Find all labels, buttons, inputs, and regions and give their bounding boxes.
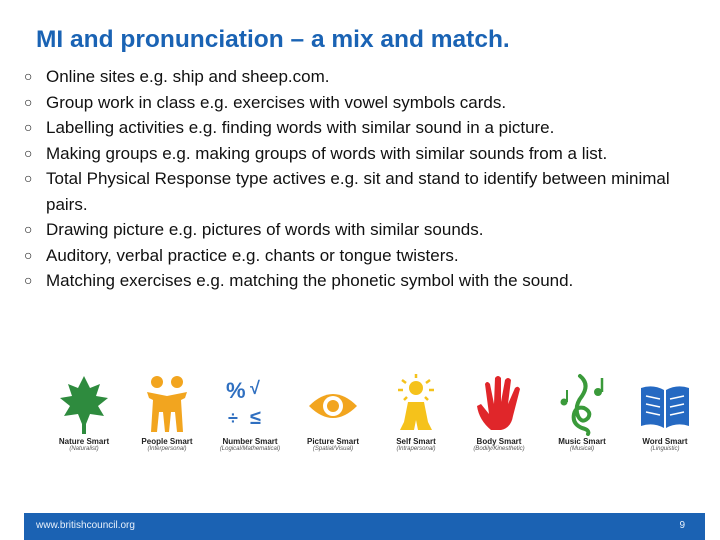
people-icon [139, 372, 195, 436]
bullet-marker: ○ [24, 68, 33, 84]
bullet-marker: ○ [24, 93, 33, 110]
footer-url[interactable]: www.britishcouncil.org [36, 520, 135, 531]
word-smart-item [623, 372, 707, 462]
picture-smart-item [291, 372, 375, 462]
intelligence-type: (Logical/Mathematical) [219, 446, 281, 452]
sun-person-icon [388, 372, 444, 436]
intelligence-name: Body Smart [476, 437, 522, 446]
numbers-icon [222, 372, 278, 436]
intelligence-type: (Spatial/Visual) [312, 446, 354, 452]
intelligence-name: Music Smart [558, 437, 606, 446]
number-smart-item [208, 372, 292, 462]
bullet-text: Group work in class e.g. exercises with vowel symbols cards. [46, 92, 507, 112]
bullet-marker: ○ [24, 144, 33, 161]
multiple-intelligences-graphic [42, 372, 707, 462]
slide-title: MI and pronunciation – a mix and match. [36, 26, 510, 53]
hand-icon [471, 372, 527, 436]
music-smart-item [540, 372, 624, 462]
bullet-text: Total Physical Response type actives e.g. sit and stand to identify between minimal pairs. [46, 169, 670, 214]
footer-bar [24, 513, 705, 540]
svg-text:√: √ [250, 378, 260, 398]
bullet-item [24, 268, 704, 294]
bullet-item [24, 64, 704, 90]
bullet-text: Auditory, verbal practice e.g. chants or tongue twisters. [46, 245, 459, 265]
svg-text:%: % [226, 378, 246, 403]
bullet-item [24, 141, 704, 167]
intelligence-type: (Naturalist) [69, 446, 99, 452]
bullet-item [24, 217, 704, 243]
bullet-item [24, 243, 704, 269]
bullet-marker: ○ [24, 246, 33, 263]
body-smart-item [457, 372, 541, 462]
people-smart-item [125, 372, 209, 462]
intelligence-name: People Smart [141, 437, 193, 446]
bullet-list [24, 64, 704, 294]
intelligence-type: (Musical) [569, 446, 595, 452]
intelligence-type: (Linguistic) [650, 446, 680, 452]
bullet-text: Online sites e.g. ship and sheep.com. [46, 67, 330, 86]
svg-text:÷: ÷ [228, 408, 238, 428]
intelligence-name: Picture Smart [306, 437, 360, 446]
bullet-marker: ○ [24, 119, 33, 135]
self-smart-item [374, 372, 458, 462]
book-icon [637, 372, 693, 436]
bullet-text: Matching exercises e.g. matching the phonetic symbol with the sound. [46, 271, 574, 290]
bullet-marker: ○ [24, 170, 33, 186]
page-number: 9 [679, 520, 685, 531]
intelligence-type: (Bodily/Kinesthetic) [473, 446, 525, 452]
nature-smart-item [42, 372, 126, 462]
intelligence-type: (Intrapersonal) [396, 446, 436, 452]
bullet-item [24, 166, 704, 217]
leaf-icon [56, 372, 112, 436]
intelligence-name: Self Smart [396, 437, 436, 446]
bullet-text: Making groups e.g. making groups of words with similar sounds from a list. [46, 143, 608, 163]
bullet-marker: ○ [24, 221, 33, 237]
music-note-icon [554, 372, 610, 436]
intelligence-name: Nature Smart [58, 437, 110, 446]
svg-text:≤: ≤ [250, 407, 261, 429]
bullet-item [24, 90, 704, 116]
intelligence-type: (Interpersonal) [147, 446, 187, 452]
bullet-item [24, 115, 704, 141]
bullet-marker: ○ [24, 272, 33, 288]
bullet-text: Labelling activities e.g. finding words with similar sound in a picture. [46, 118, 555, 137]
intelligence-name: Number Smart [222, 437, 278, 446]
bullet-text: Drawing picture e.g. pictures of words with similar sounds. [46, 220, 484, 239]
eye-icon [305, 372, 361, 436]
intelligence-name: Word Smart [642, 437, 688, 446]
